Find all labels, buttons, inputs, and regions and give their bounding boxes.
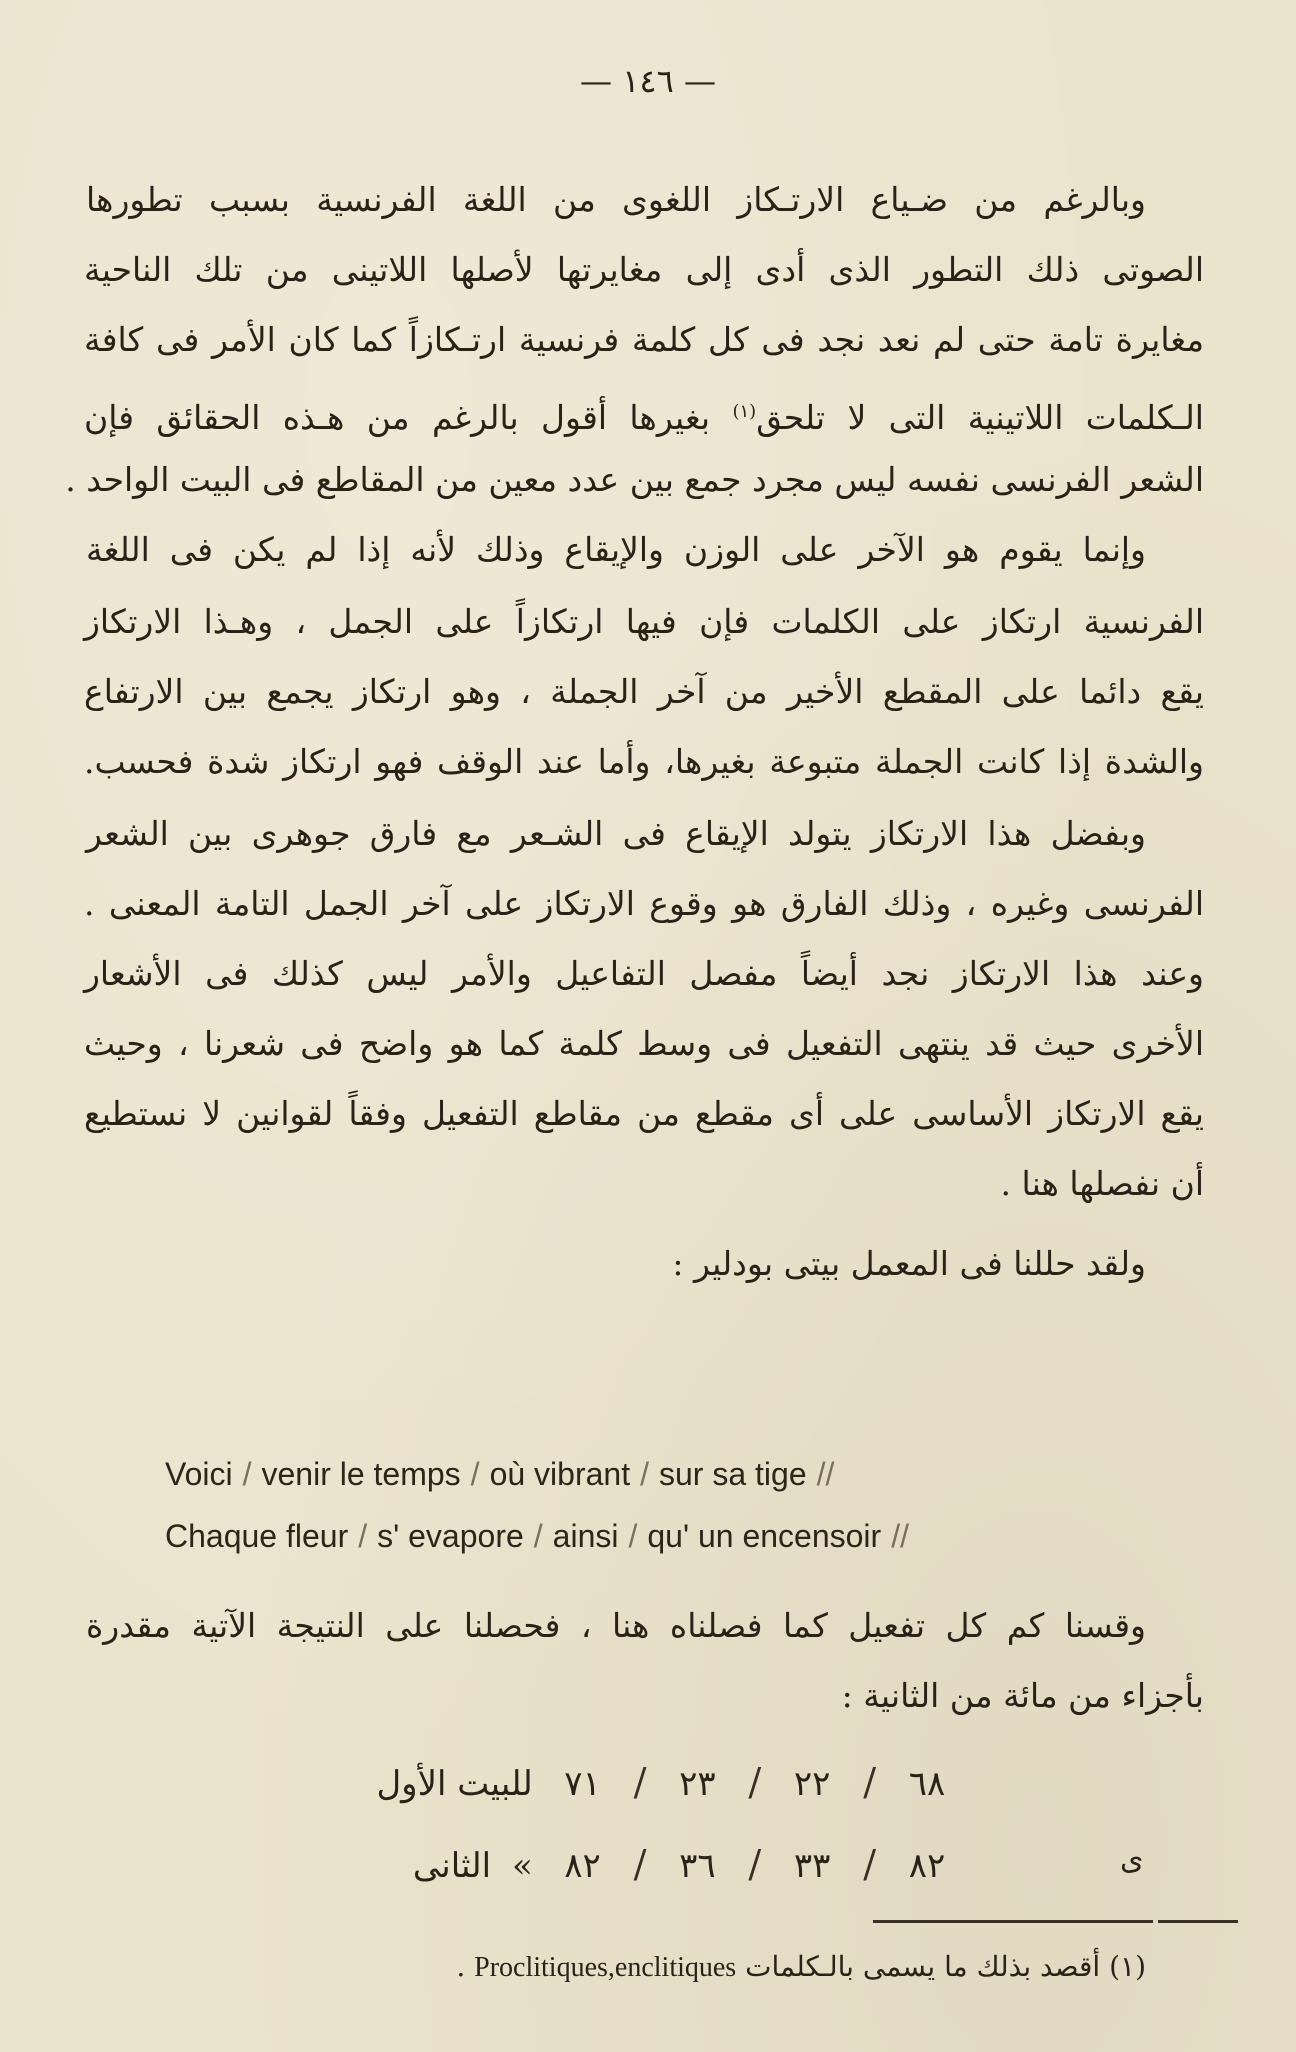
body-line: ولقد حللنا فى المعمل بيتى بودلير : xyxy=(672,1244,1146,1283)
footnote xyxy=(456,1950,1146,1984)
foot-separator: / xyxy=(358,1518,368,1554)
body-line: يقع الارتكاز الأساسى على أى مقطع من مقاطع التفعيل وفقاً لقوانين لا نستطيع xyxy=(84,1094,1204,1133)
foot-separator: / xyxy=(242,1456,252,1492)
body-line: بأجزاء من مائة من الثانية : xyxy=(841,1676,1204,1715)
slash-separator: / xyxy=(863,1842,876,1886)
body-line: وعند هذا الارتكاز نجد أيضاً مفصل التفاعيل والأمر ليس كذلك فى الأشعار xyxy=(84,954,1204,993)
duration-value: ٢٣ xyxy=(679,1764,716,1804)
result-row-second-line xyxy=(413,1842,956,1886)
verse-segment: sur sa tige xyxy=(658,1456,807,1492)
duration-value: ٨٢ xyxy=(564,1846,601,1886)
result-row-first-line xyxy=(376,1760,956,1804)
body-line: الأخرى حيث قد ينتهى التفعيل فى وسط كلمة كما هو واضح فى شعرنا ، وحيث xyxy=(84,1024,1204,1063)
footnote-marker: (١) xyxy=(1109,1950,1146,1983)
body-line: والشدة إذا كانت الجملة متبوعة بغيرها، وأما عند الوقف فهو ارتكاز شدة فحسب. xyxy=(84,742,1204,781)
body-line: وبفضل هذا الارتكاز يتولد الإيقاع فى الشـعر مع فارق جوهرى بين الشعر xyxy=(86,814,1146,853)
row-label: الثانى xyxy=(412,1846,492,1886)
body-line: الصوتى ذلك التطور الذى أدى إلى مغايرتها لأصلها اللاتينى من تلك الناحية xyxy=(84,250,1204,289)
verse-segment: où vibrant xyxy=(489,1456,631,1492)
slash-separator: / xyxy=(633,1842,647,1886)
body-text: بغيرها أقول بالرغم من هـذه الحقائق فإن xyxy=(84,398,711,437)
slash-separator: / xyxy=(748,1760,762,1804)
verse-segment: ainsi xyxy=(552,1518,619,1554)
line-end-mark: // xyxy=(891,1518,909,1554)
body-line-with-footnote-ref xyxy=(84,390,1204,440)
line-end-mark: // xyxy=(816,1456,835,1492)
verse-segment: Voici xyxy=(165,1456,233,1492)
verse-segment: venir le temps xyxy=(261,1456,461,1492)
verse-segment: Chaque fleur xyxy=(165,1518,349,1554)
footnote-rule xyxy=(873,1920,1153,1923)
foot-separator: / xyxy=(533,1518,543,1554)
body-line: مغايرة تامة حتى لم نعد نجد فى كل كلمة فرنسية ارتـكازاً كما كان الأمر فى كافة xyxy=(84,320,1204,359)
duration-value: ٨٢ xyxy=(908,1846,946,1886)
body-text: الـكلمات اللاتينية التى لا تلحق xyxy=(756,398,1204,437)
footnote-rule xyxy=(1158,1920,1238,1923)
duration-value: ٧١ xyxy=(564,1764,601,1804)
footnote-text: أقصد بذلك ما يسمى بالـكلمات xyxy=(745,1950,1101,1983)
footnote-end: . xyxy=(456,1950,466,1983)
verse-segment: s' evapore xyxy=(377,1518,524,1554)
body-line: الشعر الفرنسى نفسه ليس مجرد جمع بين عدد معين من المقاطع فى البيت الواحد . xyxy=(65,460,1204,499)
page-number: — ١٤٦ — xyxy=(580,62,716,100)
body-line: يقع دائما على المقطع الأخير من آخر الجملة ، وهو ارتكاز يجمع بين الارتفاع xyxy=(84,672,1204,711)
foot-separator: / xyxy=(628,1518,638,1554)
footnote-reference[interactable]: (١) xyxy=(732,401,757,422)
foot-separator: / xyxy=(470,1456,480,1492)
body-line: وبالرغم من ضـياع الارتـكاز اللغوى من اللغة الفرنسية بسبب تطورها xyxy=(86,180,1146,219)
body-line: وقسنا كم كل تفعيل كما فصلناه هنا ، فحصلنا على النتيجة الآتية مقدرة xyxy=(86,1606,1146,1645)
slash-separator: / xyxy=(863,1760,876,1804)
body-line: الفرنسية ارتكاز على الكلمات فإن فيها ارتكازاً على الجمل ، وهـذا الارتكاز xyxy=(84,602,1204,641)
body-line: أن نفصلها هنا . xyxy=(1000,1164,1204,1203)
slash-separator: / xyxy=(748,1842,762,1886)
foot-separator: / xyxy=(640,1456,649,1492)
ditto-mark: » xyxy=(511,1846,533,1886)
verse-segment: qu' un encensoir xyxy=(647,1518,882,1554)
marginal-mark: ى xyxy=(1120,1842,1144,1877)
row-label: للبيت الأول xyxy=(376,1764,533,1804)
duration-value: ٣٣ xyxy=(793,1846,831,1886)
duration-value: ٢٢ xyxy=(793,1764,831,1804)
duration-value: ٦٨ xyxy=(908,1764,946,1804)
verse-line-1 xyxy=(165,1456,844,1493)
body-line: وإنما يقوم هو الآخر على الوزن والإيقاع وذلك لأنه إذا لم يكن فى اللغة xyxy=(86,530,1146,569)
verse-line-2 xyxy=(165,1518,919,1555)
duration-value: ٣٦ xyxy=(679,1846,716,1886)
body-line: الفرنسى وغيره ، وذلك الفارق هو وقوع الارتكاز على آخر الجمل التامة المعنى . xyxy=(84,884,1204,923)
footnote-latin-term: Proclitiques,enclitiques xyxy=(474,1952,737,1983)
slash-separator: / xyxy=(633,1760,647,1804)
